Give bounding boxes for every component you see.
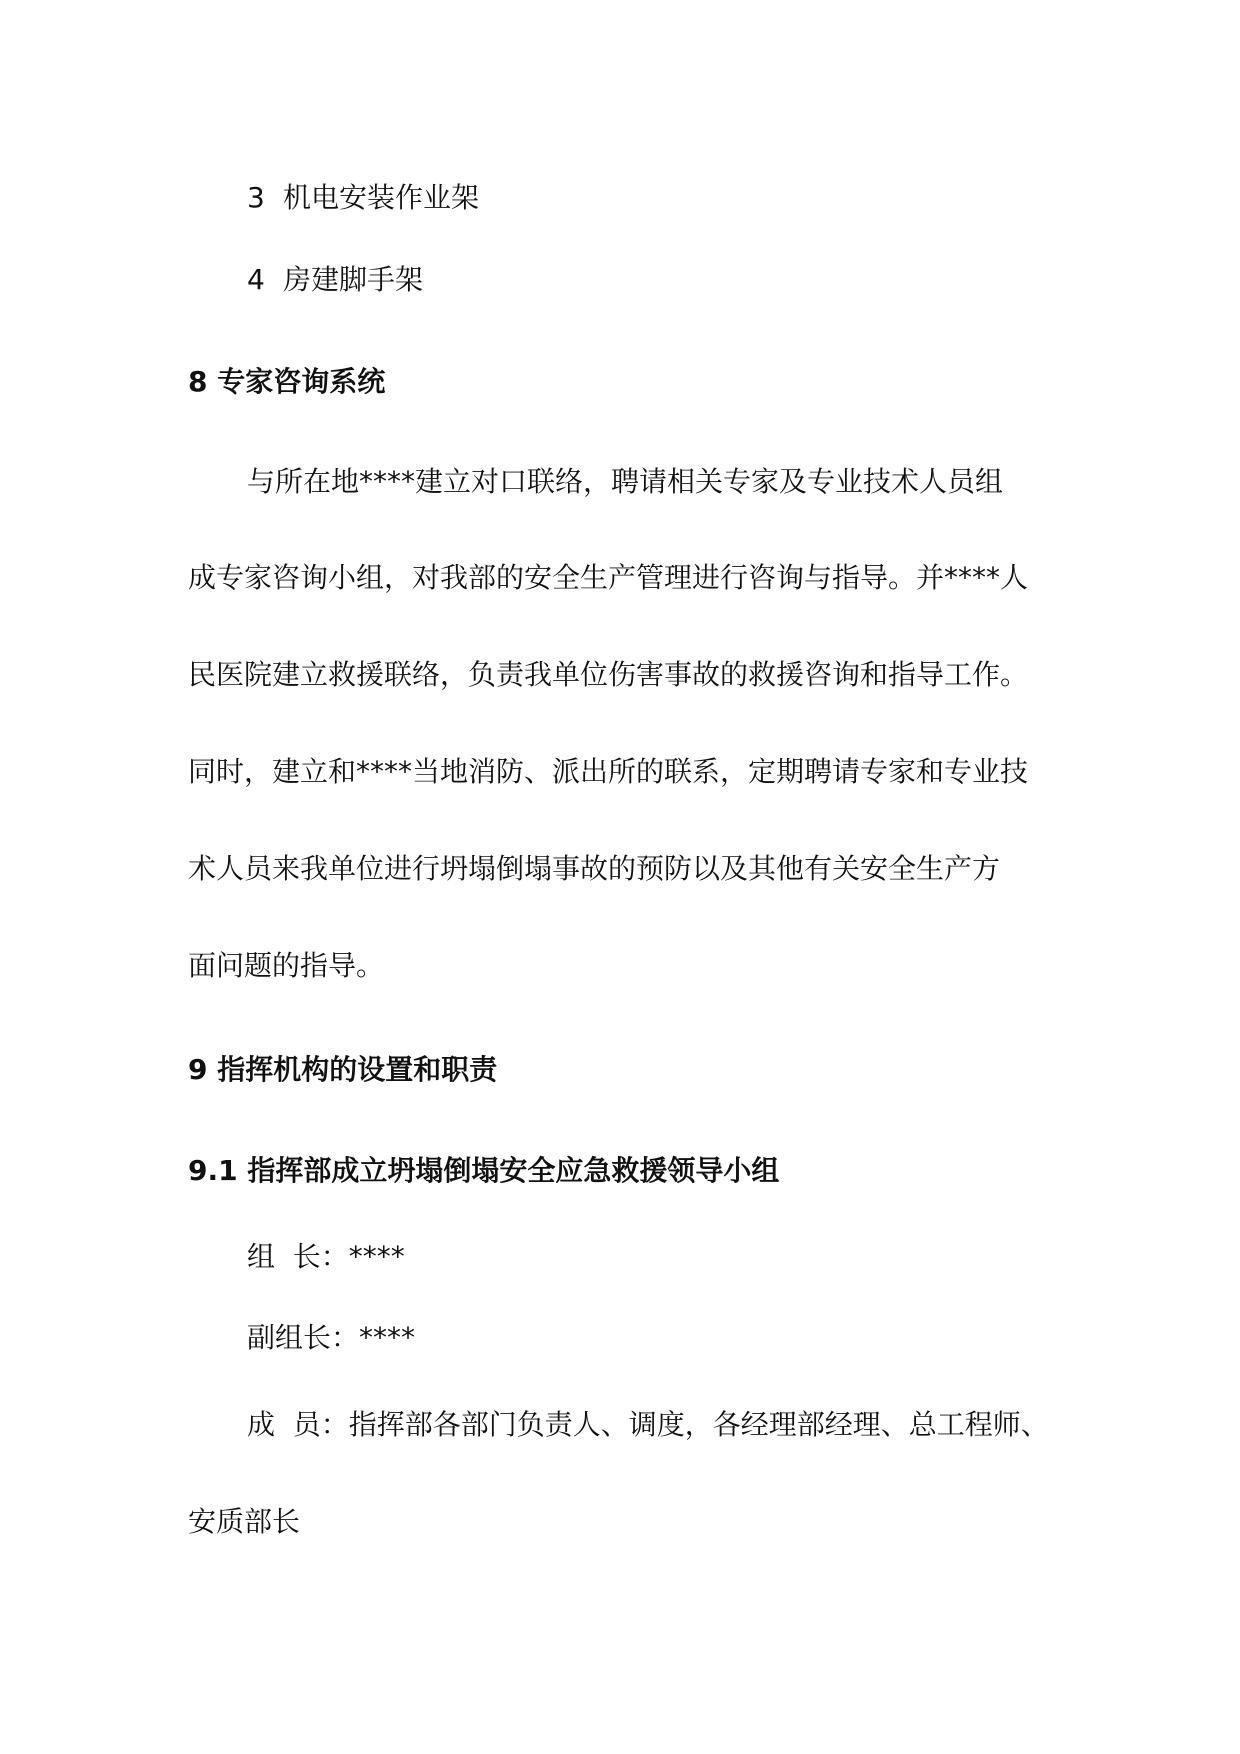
list-text: 房建脚手架 <box>283 263 424 296</box>
deputy-line: 副组长：**** <box>247 1321 416 1354</box>
section-9-heading: 9 指挥机构的设置和职责 <box>188 1053 498 1086</box>
paragraph-line: 术人员来我单位进行坍塌倒塌事故的预防以及其他有关安全生产方 <box>188 852 1001 885</box>
list-number: 3 <box>247 181 265 214</box>
paragraph-line: 民医院建立救援联络，负责我单位伤害事故的救援咨询和指导工作。 <box>188 658 1029 691</box>
paragraph-line: 同时，建立和****当地消防、派出所的联系，定期聘请专家和专业技 <box>188 755 1029 788</box>
list-item <box>247 178 479 218</box>
list-number: 4 <box>247 263 265 296</box>
list-text: 机电安装作业架 <box>283 181 480 214</box>
paragraph-line: 面问题的指导。 <box>188 949 385 982</box>
section-9-1-heading: 9.1 指挥部成立坍塌倒塌安全应急救援领导小组 <box>188 1154 780 1187</box>
leader-line: 组 长：**** <box>247 1240 405 1273</box>
members-line-continued: 安质部长 <box>188 1505 301 1538</box>
members-line: 成 员：指挥部各部门负责人、调度，各经理部经理、总工程师、 <box>247 1408 1049 1441</box>
paragraph-line: 与所在地****建立对口联络，聘请相关专家及专业技术人员组 <box>247 465 1004 498</box>
list-item <box>247 260 423 300</box>
section-8-heading: 8 专家咨询系统 <box>188 365 386 398</box>
paragraph-line: 成专家咨询小组，对我部的安全生产管理进行咨询与指导。并****人 <box>188 561 1029 594</box>
